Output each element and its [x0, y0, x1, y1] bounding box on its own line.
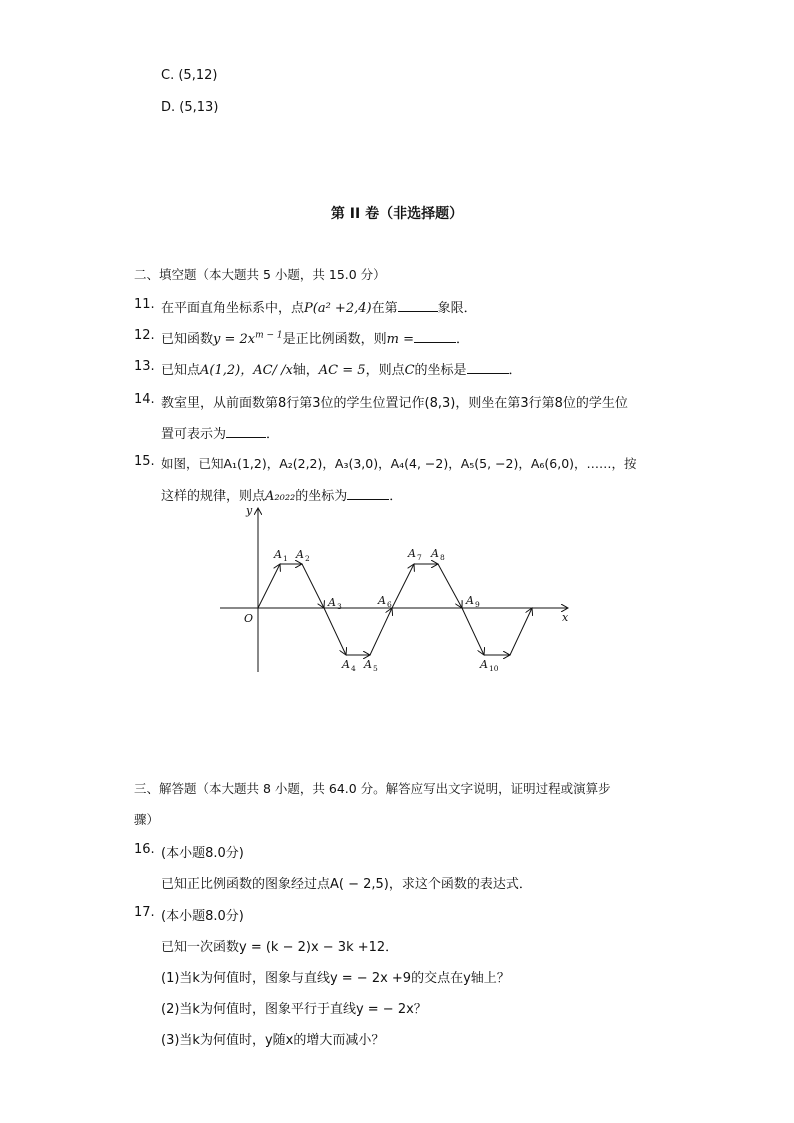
q13-pre: 已知点 — [161, 363, 201, 378]
segment-a8-a9 — [438, 564, 462, 608]
q17-text: 已知一次函数y = (k − 2)x − 3k +12． — [161, 940, 399, 955]
point-labels — [273, 547, 499, 673]
origin-label: O — [244, 612, 254, 625]
q13-blank[interactable] — [467, 361, 509, 374]
q11-pre: 在平面直角坐标系中，点 — [161, 301, 305, 316]
q11-post: 在第 — [371, 301, 398, 316]
option-d — [161, 100, 218, 115]
q13-math3: C — [404, 363, 415, 378]
q12-sup: m − 1 — [255, 330, 283, 341]
part-title: 第 II 卷（非选择题） — [330, 206, 464, 222]
q15-number: 15. — [134, 454, 155, 469]
label-a9: $A_9$ — [466, 594, 480, 609]
q13-math2: AC = 5 — [318, 363, 366, 378]
option-c-label: C. — [161, 68, 175, 83]
segment-a9-a10 — [462, 608, 484, 655]
q11-post2: 象限． — [437, 301, 477, 316]
q14-number: 14. — [134, 392, 155, 407]
q13-post2: ，则点 — [365, 363, 405, 378]
q15-blank[interactable] — [347, 487, 389, 500]
q14-line2-text: 置可表示为 — [161, 427, 227, 442]
q13-text — [161, 359, 522, 378]
section2-heading: 二、填空题（本大题共 5 小题，共 15.0 分） — [134, 267, 386, 282]
label-a2: $A_2$ — [296, 548, 310, 563]
label-a6: $A_6$ — [378, 594, 392, 609]
section3-heading-line2: 骤） — [134, 812, 160, 827]
label-a8: $A_8$ — [431, 547, 445, 562]
option-d-label: D. — [161, 100, 176, 115]
q12-math: y = 2x — [213, 332, 256, 347]
q15-line2-end: ． — [389, 489, 403, 504]
q11-math: P(a² +2,4) — [304, 301, 372, 316]
q17-part2: (2)当k为何值时，图象平行于直线y = − 2x？ — [161, 1002, 427, 1017]
zigzag-path — [258, 564, 532, 655]
q14-line1: 教室里，从前面数第8行第3位的学生位置记作(8,3)，则坐在第3行第8位的学生位 — [161, 396, 628, 411]
q11-text — [161, 297, 477, 316]
option-c — [161, 68, 217, 83]
q14-blank[interactable] — [226, 425, 266, 438]
q12-post2: ． — [456, 332, 470, 347]
q12-post: 是正比例函数，则 — [282, 332, 387, 347]
q15-line2-post: 的坐标为 — [295, 489, 348, 504]
segment-a11-a12 — [510, 608, 532, 655]
q14-line2-end: ． — [266, 427, 280, 442]
q17-part3: (3)当k为何值时，y随x的增大而减小？ — [161, 1033, 385, 1048]
q17-number: 17. — [134, 905, 155, 920]
option-d-value: (5,13) — [179, 100, 219, 115]
option-c-value: (5,12) — [178, 68, 218, 83]
section3-heading-line1: 三、解答题（本大题共 8 小题，共 64.0 分。解答应写出文字说明，证明过程或演算步 — [134, 781, 611, 796]
q13-math: A(1,2)，AC/ /x — [200, 363, 293, 378]
q12-math2: m = — [386, 332, 415, 347]
x-axis-label: x — [562, 611, 569, 624]
q13-post3: 的坐标是 — [414, 363, 467, 378]
q12-text — [161, 328, 469, 347]
q15-line2-pre: 这样的规律，则点 — [161, 489, 266, 504]
label-a7: $A_7$ — [408, 547, 422, 562]
segment-o-a1 — [258, 564, 280, 608]
q16-score: (本小题8.0分) — [161, 846, 244, 861]
q13-number: 13. — [134, 359, 155, 374]
y-axis-label: y — [246, 504, 253, 517]
segment-a3-a4 — [324, 608, 346, 655]
label-a5: $A_5$ — [364, 658, 378, 673]
q11-number: 11. — [134, 297, 155, 312]
segment-a6-a7 — [392, 564, 414, 608]
q12-pre: 已知函数 — [161, 332, 214, 347]
q13-post4: ． — [508, 363, 522, 378]
q17-part1: (1)当k为何值时，图象与直线y = − 2x +9的交点在y轴上？ — [161, 971, 510, 986]
q14-line2 — [161, 423, 279, 442]
q12-blank[interactable] — [414, 330, 456, 343]
q15-line1: 如图，已知A₁(1,2)，A₂(2,2)，A₃(3,0)，A₄(4, −2)，A₅(5, −2)，A₆(6,0)，……，按 — [161, 456, 637, 471]
q15-line2-math: A₂₀₂₂ — [265, 489, 296, 504]
q16-number: 16. — [134, 842, 155, 857]
label-a1: $A_1$ — [274, 548, 288, 563]
q11-blank[interactable] — [398, 299, 438, 312]
segment-a5-a6 — [370, 608, 392, 655]
q12-number: 12. — [134, 328, 155, 343]
q17-score: (本小题8.0分) — [161, 909, 244, 924]
segment-a2-a3 — [302, 564, 324, 608]
label-a10: $A_{10}$ — [480, 658, 499, 673]
zigzag-figure — [210, 500, 580, 680]
q16-text: 已知正比例函数的图象经过点A( − 2,5)，求这个函数的表达式． — [161, 877, 532, 892]
q13-post: 轴， — [292, 363, 319, 378]
label-a4: $A_4$ — [342, 658, 356, 673]
label-a3: $A_3$ — [328, 596, 342, 611]
